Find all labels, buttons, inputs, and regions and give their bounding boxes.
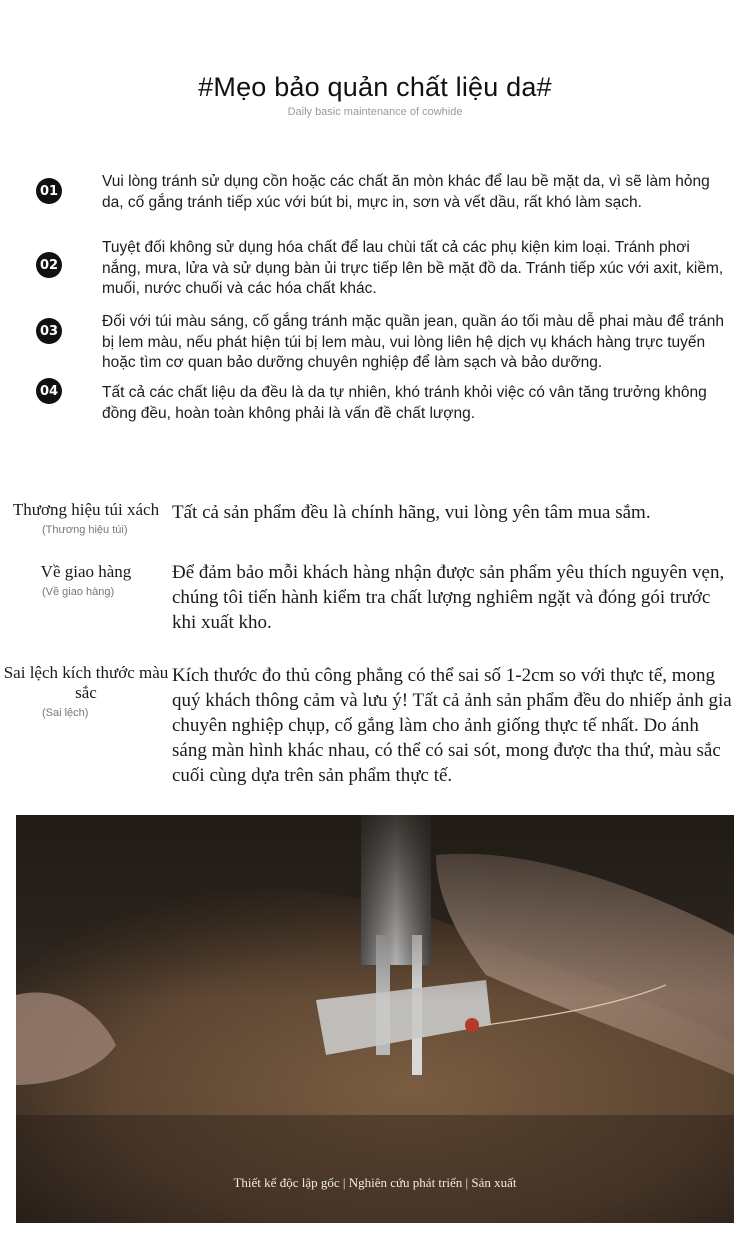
info-text-deviation: Kích thước đo thủ công phẳng có thể sai số 1-2cm so với thực tế, mong quý khách thông cảm và lưu ý! Tất cả ảnh sản phẩm đều do nhiếp ảnh gia chuyên nghiệp chụp, cố gắng làm cho ảnh giống thực tế nhất. Do ánh sáng màn hình khác nhau, có thể có sai sót, mong được tha thứ, màu sắc cuối cùng dựa trên sản phẩm thực tế. xyxy=(172,665,732,786)
tip-text: Tuyệt đối không sử dụng hóa chất để lau chùi tất cả các phụ kiện kim loại. Tránh phơi nắng, mưa, lửa và sử dụng bàn ủi trực tiếp lên bề mặt đồ da. Tránh tiếp xúc với axit, kiềm, muối, nước chuối và các hóa chất khác. xyxy=(102,239,724,297)
info-sublabel: (Thương hiệu túi) xyxy=(42,524,128,536)
info-label-shipping xyxy=(0,562,172,600)
tip-text: Đối với túi màu sáng, cố gắng tránh mặc quần jean, quần áo tối màu dễ phai màu để tránh bị lem màu, nếu phát hiện túi bị lem màu, vui lòng liên hệ dịch vụ khách hàng trực tuyến hoặc tìm cơ quan bảo dưỡng chuyên nghiệp để làm sạch và bảo dưỡng. xyxy=(102,313,724,371)
page-title: #Mẹo bảo quản chất liệu da# xyxy=(198,72,552,102)
photo-caption: Thiết kế độc lập gốc | Nghiên cứu phát triển | Sản xuất xyxy=(233,1175,517,1190)
info-label-deviation xyxy=(0,663,172,721)
sewing-machine-illustration xyxy=(16,815,734,1223)
tip-text: Tất cả các chất liệu da đều là da tự nhiên, khó tránh khỏi việc có vân tăng trưởng không đồng đều, hoàn toàn không phải là vấn đề chất lượng. xyxy=(102,384,707,422)
info-label-text: Thương hiệu túi xách xyxy=(12,500,160,519)
sewing-photo xyxy=(16,815,734,1223)
tip-number-badge: 01 xyxy=(36,178,62,204)
info-label-text: Về giao hàng xyxy=(40,562,132,581)
page-subtitle: Daily basic maintenance of cowhide xyxy=(287,106,463,118)
info-text-brand: Tất cả sản phẩm đều là chính hãng, vui lòng yên tâm mua sắm. xyxy=(172,502,651,523)
info-sublabel: (Về giao hàng) xyxy=(42,586,115,598)
tip-text: Vui lòng tránh sử dụng cồn hoặc các chất ăn mòn khác để lau bề mặt da, vì sẽ làm hỏng da, cố gắng tránh tiếp xúc với bút bi, mực in, sơn và vết dầu, rất khó làm sạch. xyxy=(102,173,710,211)
info-text-shipping: Để đảm bảo mỗi khách hàng nhận được sản phẩm yêu thích nguyên vẹn, chúng tôi tiến hành kiểm tra chất lượng nghiêm ngặt và đóng gói trước khi xuất kho. xyxy=(172,562,725,633)
tip-number-badge: 02 xyxy=(36,252,62,278)
info-label-brand xyxy=(0,500,172,538)
info-label-text: Sai lệch kích thước màu sắc xyxy=(3,663,169,702)
tip-number-badge: 04 xyxy=(36,378,62,404)
tip-number-badge: 03 xyxy=(36,318,62,344)
info-sublabel: (Sai lệch) xyxy=(42,707,89,719)
